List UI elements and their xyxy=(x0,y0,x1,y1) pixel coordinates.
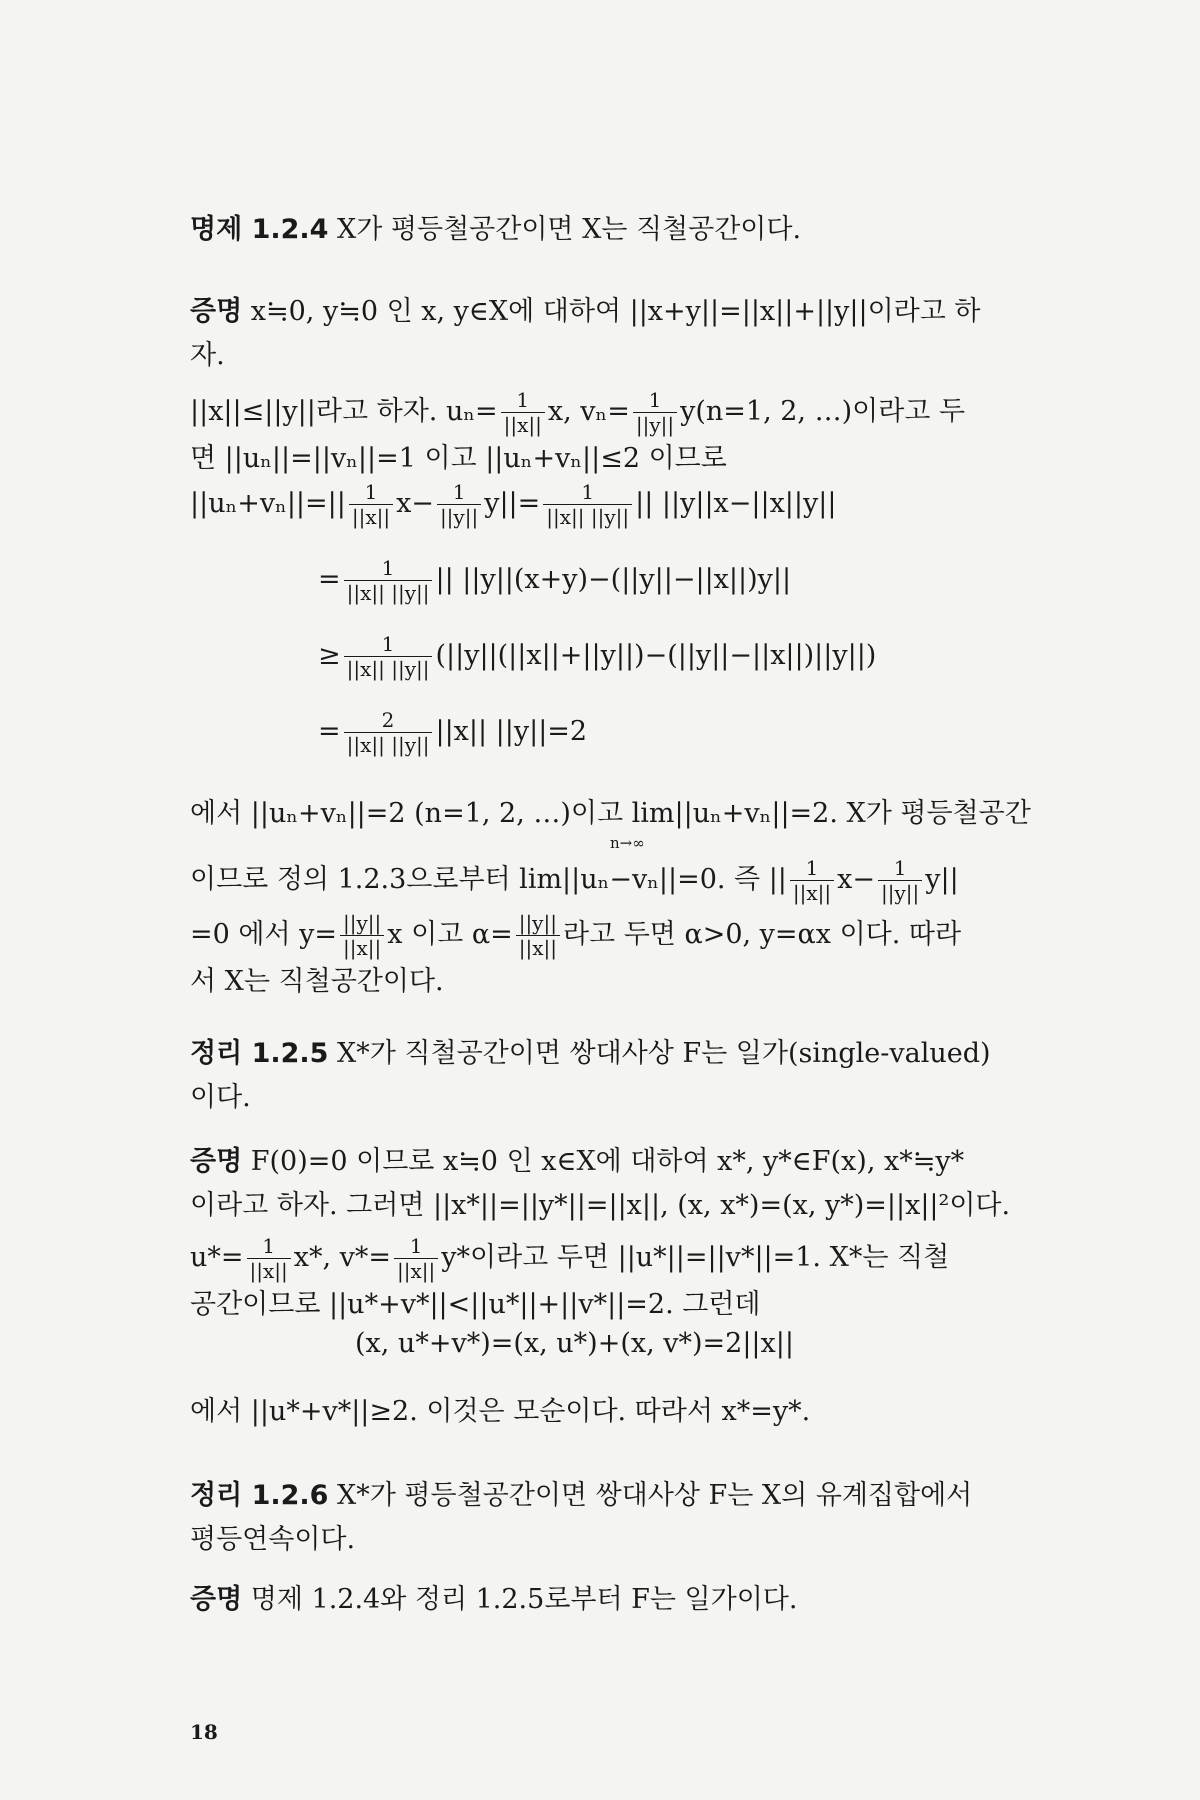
equation-line-4 xyxy=(318,708,587,757)
theorem-text: 평등연속이다. xyxy=(190,1524,356,1555)
fraction xyxy=(394,1234,438,1283)
numerator: ||y|| xyxy=(340,911,384,936)
numerator: 2 xyxy=(344,708,433,733)
text-run: x− xyxy=(396,488,434,519)
fraction xyxy=(790,856,834,905)
text-run: y*이라고 두면 ||u*||=||v*||=1. X*는 직철 xyxy=(441,1242,950,1273)
proof-1-continued xyxy=(190,792,1040,1004)
denominator: ||x|| xyxy=(792,881,832,905)
denominator: ||x|| xyxy=(249,1259,288,1283)
numerator: 1 xyxy=(247,1234,291,1259)
text-run: x, vₙ= xyxy=(547,396,630,427)
fraction xyxy=(516,911,560,960)
denominator: ||x|| xyxy=(518,936,557,960)
theorem-1-2-5 xyxy=(190,1032,1040,1120)
fraction xyxy=(878,856,922,905)
proof-line: 서 X는 직철공간이다. xyxy=(190,966,444,997)
equation-line-5: (x, u*+v*)=(x, u*)+(x, v*)=2||x|| xyxy=(355,1328,794,1359)
denominator: ||y|| xyxy=(881,881,920,905)
text-run: y(n=1, 2, …)이라고 두 xyxy=(680,396,966,427)
fraction xyxy=(501,388,545,437)
proof-line: 이라고 하자. 그러면 ||x*||=||y*||=||x||, (x, x*)=(x, y*)=||x||²이다. xyxy=(190,1190,1011,1221)
numerator: 1 xyxy=(543,480,632,505)
text-run: 에서 ||uₙ+vₙ||=2 (n=1, 2, …)이고 lim||uₙ+vₙ||=2. X가 평등철공간 xyxy=(190,798,1031,829)
proof-1 xyxy=(190,290,1040,481)
proof-line: 에서 ||u*+v*||≥2. 이것은 모순이다. 따라서 x*=y*. xyxy=(190,1396,811,1427)
text-run: y||= xyxy=(484,488,541,519)
proof-line xyxy=(190,856,1040,905)
denominator: ||x|| ||y|| xyxy=(346,657,430,681)
proof-2 xyxy=(190,1140,1040,1327)
numerator: 1 xyxy=(344,632,433,657)
text-run: y|| xyxy=(925,864,959,895)
proof-line xyxy=(190,911,1040,960)
text-run: = xyxy=(318,716,341,747)
text-run: = xyxy=(318,564,341,595)
numerator: 1 xyxy=(349,480,393,505)
theorem-label: 정리 1.2.5 xyxy=(190,1038,329,1069)
page-number: 18 xyxy=(190,1720,218,1744)
proof-line: 자. xyxy=(190,340,225,371)
numerator: 1 xyxy=(878,856,922,881)
fraction xyxy=(633,388,677,437)
denominator: ||y|| xyxy=(635,413,675,437)
equation-line-2 xyxy=(318,556,791,605)
numerator: 1 xyxy=(394,1234,438,1259)
denominator: ||x|| xyxy=(503,413,542,437)
numerator: 1 xyxy=(437,480,481,505)
denominator: ||x|| ||y|| xyxy=(346,733,430,757)
proof-line xyxy=(190,1234,1040,1283)
proof-line: 면 ||uₙ||=||vₙ||=1 이고 ||uₙ+vₙ||≤2 이므로 xyxy=(190,443,727,474)
denominator: ||x|| xyxy=(343,936,382,960)
proposition-label: 명제 1.2.4 xyxy=(190,214,329,245)
numerator: 1 xyxy=(633,388,677,413)
equation-line-3 xyxy=(318,632,876,681)
proof-line xyxy=(190,388,1040,437)
proof-label: 증명 xyxy=(190,1584,243,1615)
proof-line xyxy=(190,792,1040,836)
proof-line: 공간이므로 ||u*+v*||<||u*||+||v*||=2. 그런데 xyxy=(190,1289,761,1320)
theorem-1-2-6 xyxy=(190,1474,1040,1562)
numerator: 1 xyxy=(344,556,433,581)
proof-3 xyxy=(190,1578,1040,1622)
limit-subscript: n→∞ xyxy=(610,834,645,852)
denominator: ||x|| ||y|| xyxy=(546,505,630,529)
theorem-label: 정리 1.2.6 xyxy=(190,1480,329,1511)
text-run: 라고 두면 α>0, y=αx 이다. 따라 xyxy=(562,919,962,950)
text-run: ≥ xyxy=(318,640,341,671)
proof-line: F(0)=0 이므로 x≒0 인 x∈X에 대하여 x*, y*∈F(x), x*≒y* xyxy=(250,1146,965,1177)
fraction xyxy=(340,911,384,960)
numerator: ||y|| xyxy=(516,911,560,936)
text-run: u*= xyxy=(190,1242,244,1273)
text-run: 이므로 정의 1.2.3으로부터 lim||uₙ−vₙ||=0. 즉 || xyxy=(190,864,787,895)
fraction xyxy=(349,480,393,529)
fraction xyxy=(543,480,632,529)
theorem-text: X*가 직철공간이면 쌍대사상 F는 일가(single-valued) xyxy=(337,1038,991,1069)
text-run: || ||y||x−||x||y|| xyxy=(635,488,837,519)
numerator: 1 xyxy=(790,856,834,881)
proof-line: 명제 1.2.4와 정리 1.2.5로부터 F는 일가이다. xyxy=(250,1584,798,1615)
proposition-text: X가 평등철공간이면 X는 직철공간이다. xyxy=(337,214,802,245)
text-run: (||y||(||x||+||y||)−(||y||−||x||)||y||) xyxy=(435,640,877,671)
denominator: ||x|| xyxy=(351,505,391,529)
text-run: x− xyxy=(837,864,875,895)
fraction xyxy=(247,1234,291,1283)
theorem-text: 이다. xyxy=(190,1082,251,1113)
denominator: ||x|| ||y|| xyxy=(346,581,430,605)
proposition-1-2-4 xyxy=(190,208,1040,252)
numerator: 1 xyxy=(501,388,545,413)
text-run: ||x|| ||y||=2 xyxy=(435,716,588,747)
fraction xyxy=(437,480,481,529)
theorem-text: X*가 평등철공간이면 쌍대사상 F는 X의 유계집합에서 xyxy=(337,1480,973,1511)
text-run: || ||y||(x+y)−(||y||−||x||)y|| xyxy=(435,564,792,595)
proof-label: 증명 xyxy=(190,296,243,327)
text-run: ||uₙ+vₙ||=|| xyxy=(190,488,346,519)
proof-2-conclusion xyxy=(190,1390,1040,1434)
text-run: x 이고 α= xyxy=(387,919,513,950)
fraction xyxy=(344,556,433,605)
proof-label: 증명 xyxy=(190,1146,243,1177)
denominator: ||y|| xyxy=(439,505,479,529)
denominator: ||x|| xyxy=(397,1259,436,1283)
fraction xyxy=(344,708,433,757)
proof-line: x≒0, y≒0 인 x, y∈X에 대하여 ||x+y||=||x||+||y||이라고 하 xyxy=(250,296,981,327)
text-run: ||x||≤||y||라고 하자. uₙ= xyxy=(190,396,498,427)
text-run: x*, v*= xyxy=(293,1242,392,1273)
equation-line-1 xyxy=(190,480,836,529)
text-run: =0 에서 y= xyxy=(190,919,338,950)
fraction xyxy=(344,632,433,681)
